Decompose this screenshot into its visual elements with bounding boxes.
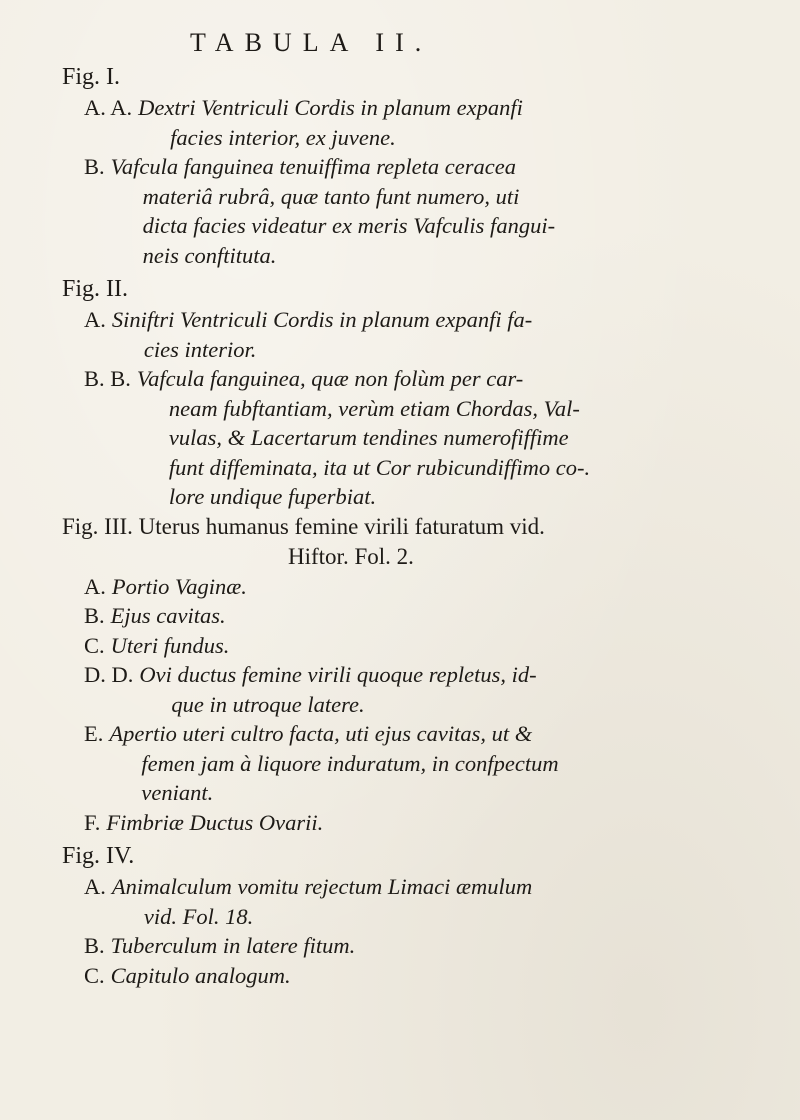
entry-label: A.: [84, 573, 106, 599]
entry-line: lore undique fuperbiat.: [168, 484, 377, 509]
entry-line: neis conftituta.: [142, 242, 277, 268]
legend-entry: [46, 660, 776, 719]
entry-line: Animalculum vomitu rejectum Limaci æmulum: [111, 874, 533, 899]
entry-label: A.: [84, 874, 106, 899]
entry-label: B.: [84, 154, 105, 179]
entry-line: Portio Vaginæ.: [111, 573, 247, 599]
entry-line: Uteri fundus.: [110, 632, 230, 658]
fig-heading-line: Fig. III. Uterus humanus femine virili faturatum vid.: [62, 513, 545, 539]
entry-line: Tuberculum in latere fitum.: [110, 933, 356, 958]
legend-entry: [46, 931, 776, 961]
legend-entry: [46, 961, 776, 991]
entry-line: funt diffeminata, ita ut Cor rubicundiffimo co-.: [168, 454, 591, 480]
fig-heading: Fig. IV.: [62, 843, 135, 869]
entry-line: Siniftri Ventriculi Cordis in planum expanfi fa-: [111, 307, 533, 332]
entry-label: B.: [84, 603, 105, 628]
entry-line: dicta facies videatur ex meris Vafculis fangui-: [142, 213, 556, 238]
entry-line: veniant.: [141, 780, 214, 805]
entry-line: cies interior.: [143, 336, 257, 362]
legend-entry: [46, 152, 776, 270]
entry-line: Apertio uteri cultro facta, uti ejus cavitas, ut &: [109, 721, 533, 746]
entry-line: Ovi ductus femine virili quoque repletus, id-: [139, 662, 537, 687]
entry-line: vid. Fol. 18.: [143, 903, 254, 929]
legend-entry: [46, 872, 776, 931]
entry-line: neam fubftantiam, verùm etiam Chordas, Val-: [168, 395, 580, 421]
entry-label: C.: [84, 632, 105, 658]
entry-line: femen jam à liquore induratum, in confpectum: [141, 750, 559, 776]
legend-entry: [46, 364, 776, 512]
entry-line: Vafcula fanguinea tenuiffima repleta ceracea: [110, 154, 516, 179]
entry-line: Ejus cavitas.: [110, 603, 226, 628]
legend-entry: [46, 601, 776, 631]
entry-line: facies interior, ex juvene.: [170, 124, 396, 150]
entry-line: que in utroque latere.: [171, 691, 365, 717]
legend-entry: [46, 93, 776, 152]
legend-entry: [46, 631, 776, 661]
legend-entry: [46, 719, 776, 808]
legend-entry: [46, 572, 776, 602]
entry-label: F.: [84, 809, 101, 835]
entry-line: Vafcula fanguinea, quæ non folùm per car-: [136, 366, 524, 391]
entry-line: Dextri Ventriculi Cordis in planum expanfi: [138, 95, 523, 120]
legend-entry: [46, 305, 776, 364]
fig-heading: [62, 512, 776, 572]
plate-legend: [46, 58, 776, 990]
entry-line: Fimbriæ Ductus Ovarii.: [106, 809, 324, 835]
legend-entry: [46, 808, 776, 838]
entry-label: B.: [84, 933, 105, 958]
entry-label: A.: [84, 307, 106, 332]
entry-line: Capitulo analogum.: [110, 962, 291, 988]
page-title: TABULA II.: [190, 28, 433, 57]
entry-line: materiâ rubrâ, quæ tanto funt numero, uti: [142, 183, 520, 209]
fig-heading-line: Hiftor. Fol. 2.: [288, 543, 414, 569]
entry-label: D. D.: [84, 662, 134, 687]
fig-heading: Fig. I.: [62, 64, 121, 90]
entry-label: C.: [84, 962, 105, 988]
entry-label: A. A.: [84, 95, 133, 120]
entry-line: vulas, & Lacertarum tendines numerofiffime: [168, 425, 569, 450]
entry-label: E.: [84, 721, 104, 746]
entry-label: B. B.: [84, 366, 131, 391]
fig-heading: Fig. II.: [62, 276, 128, 302]
